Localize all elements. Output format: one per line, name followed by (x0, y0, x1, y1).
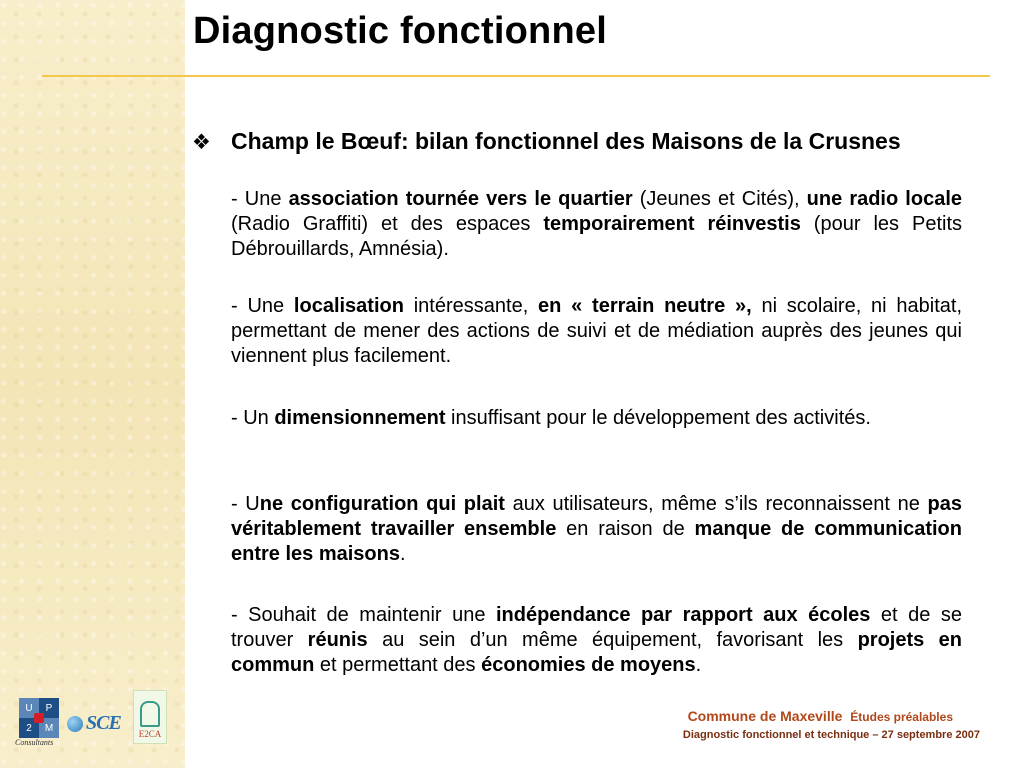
up2m-cell: 2 (19, 718, 39, 738)
paragraph-3 (231, 406, 962, 431)
e2ca-logo (133, 690, 167, 744)
body-text: . (399, 543, 406, 565)
bullet-heading: Champ le Bœuf: bilan fonctionnel des Maisons de la Crusnes (231, 128, 901, 154)
globe-icon (67, 716, 83, 732)
body-text: - U (231, 493, 260, 515)
body-text: - Un (231, 407, 275, 429)
body-text: . (695, 654, 702, 676)
up2m-logo (19, 698, 59, 738)
body-text: en raison de (556, 518, 695, 540)
body-text: et permettant des (314, 654, 482, 676)
paragraph-2 (231, 294, 962, 369)
paragraph-5 (231, 603, 962, 678)
footer-commune-line (688, 708, 953, 724)
paragraph-1 (231, 187, 962, 262)
emphasis-text: temporairement réinvestis (543, 213, 801, 235)
emphasis-text: réunis (307, 629, 368, 651)
body-text: insuffisant pour le développement des activités. (445, 407, 871, 429)
emphasis-text: indépendance par rapport aux écoles (495, 604, 871, 626)
emphasis-text: ne configuration qui plait (259, 493, 505, 515)
up2m-cell: P (39, 698, 59, 718)
body-text: aux utilisateurs, même s’ils reconnaissent ne (504, 493, 928, 515)
body-text: (Radio Graffiti) et des espaces (231, 213, 544, 235)
paragraph-4 (231, 492, 962, 567)
e2ca-figure-icon (140, 701, 160, 727)
up2m-red-square (34, 713, 44, 723)
emphasis-text: une radio locale (806, 188, 963, 210)
emphasis-text: économies de moyens (481, 654, 696, 676)
body-text: - Une (231, 295, 294, 317)
body-text: au sein d’un même équipement, favorisant les (367, 629, 858, 651)
sce-logo-text: SCE (86, 712, 121, 734)
body-text: intéressante, (403, 295, 539, 317)
emphasis-text: pas véritablement travailler ensemble (231, 493, 962, 540)
footer-commune: Commune de Maxeville (687, 708, 843, 724)
body-text: - Une (231, 188, 289, 210)
body-text: - Souhait de maintenir une (231, 604, 496, 626)
emphasis-text: manque de communication entre les maisons (231, 518, 962, 565)
diamond-bullet-icon: ❖ (192, 131, 211, 154)
emphasis-text: localisation (293, 295, 404, 317)
up2m-cell: M (39, 718, 59, 738)
footer-etudes: Études préalables (850, 710, 953, 724)
emphasis-text: projets en commun (231, 629, 962, 676)
partner-logos (15, 690, 175, 750)
slide-title: Diagnostic fonctionnel (193, 10, 607, 52)
footer-subtitle: Diagnostic fonctionnel et technique – 27 septembre 2007 (682, 729, 980, 741)
decorative-side-strip (0, 0, 185, 768)
body-text: (Jeunes et Cités), (632, 188, 807, 210)
body-text: et de se trouver (231, 604, 962, 651)
emphasis-text: dimensionnement (274, 407, 446, 429)
sce-logo (67, 712, 121, 735)
up2m-cell: U (19, 698, 39, 718)
emphasis-text: association tournée vers le quartier (288, 188, 633, 210)
body-text: (pour les Petits Débrouillards, Amnésia). (231, 213, 962, 260)
title-divider (42, 75, 990, 77)
up2m-caption: Consultants (15, 738, 54, 747)
body-text: ni scolaire, ni habitat, permettant de mener des actions de suivi et de médiation auprès des jeunes qui viennent plus facilement. (231, 295, 963, 367)
e2ca-logo-text: E2CA (138, 729, 162, 739)
emphasis-text: en « terrain neutre », (538, 295, 752, 317)
